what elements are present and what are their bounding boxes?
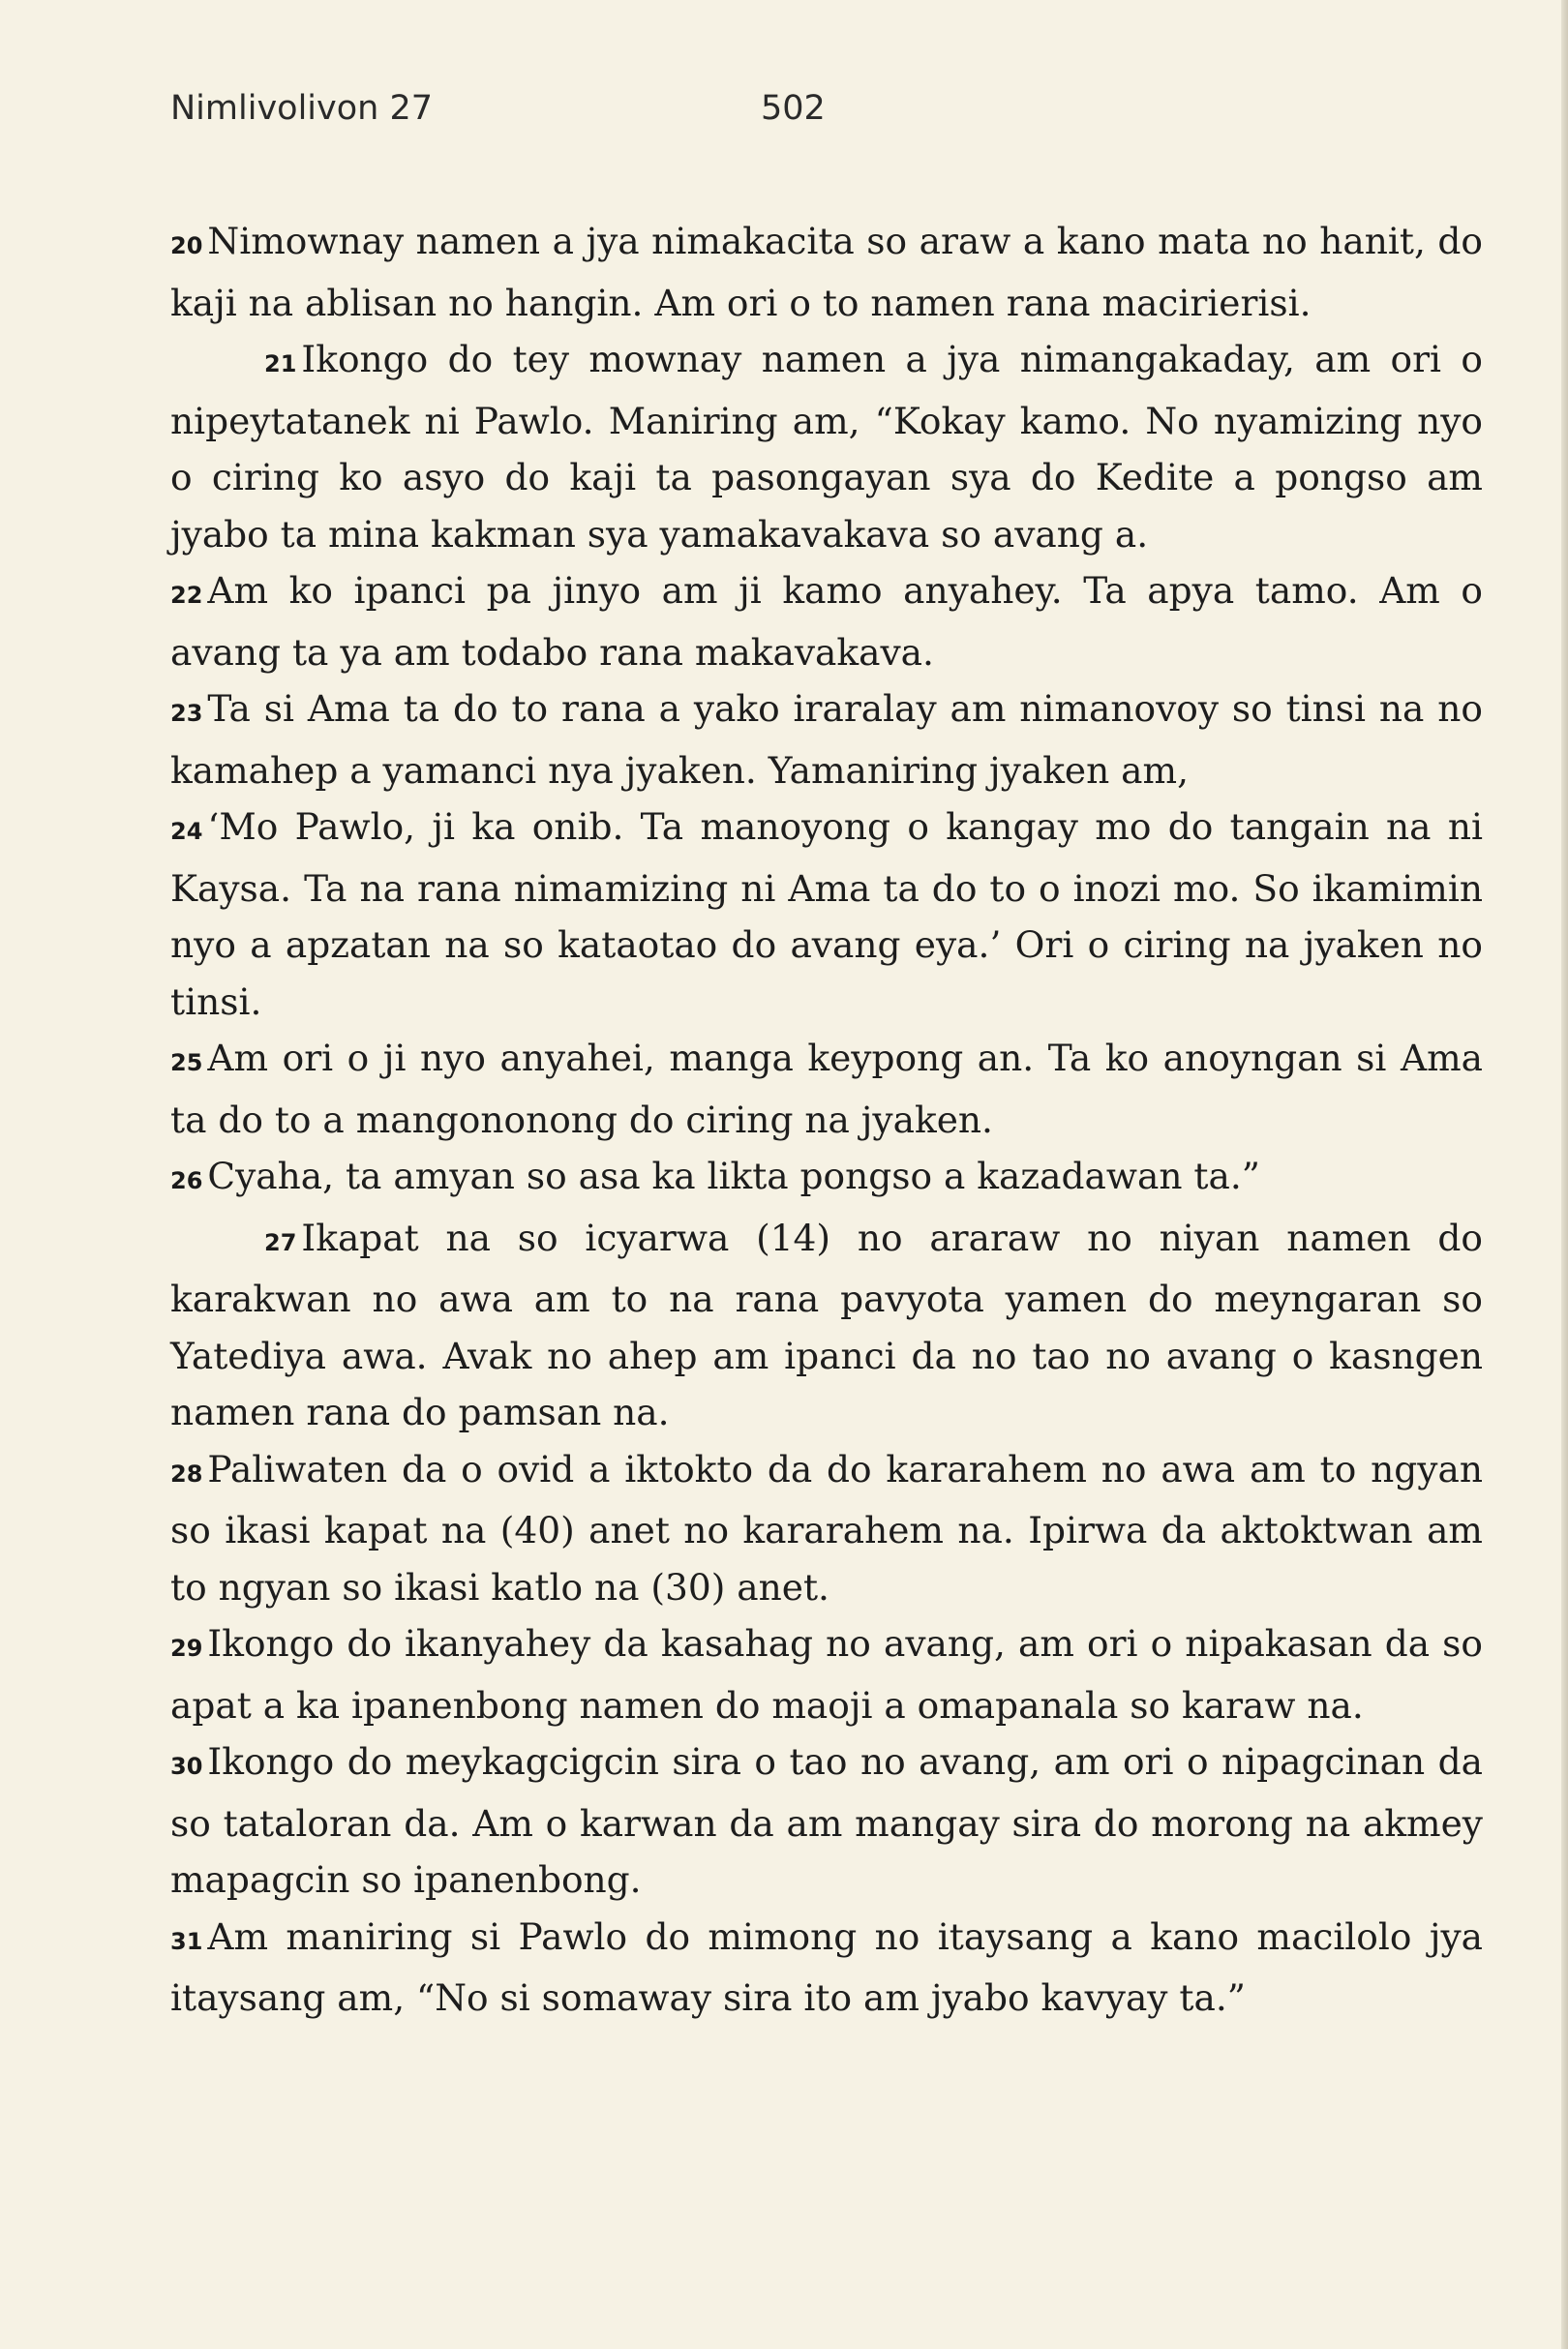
verse-text: Nimownay namen a jya nimakacita so araw a kano mata no hanit, do kaji na ablisan no hangin. Am ori o to namen rana macirierisi. (170, 220, 1483, 324)
verse-number: 25 (170, 1049, 203, 1076)
verse-text: Am maniring si Pawlo do mimong no itaysang a kano macilolo jya itaysang am, “No si somaway sira ito am jyabo kavyay ta.” (170, 1914, 1483, 2019)
verse-number: 31 (170, 1927, 203, 1955)
verse-30 (170, 1733, 1483, 1909)
verse-number: 26 (170, 1167, 203, 1194)
verse-text: Am ori o ji nyo anyahei, manga keypong an. Ta ko anoyngan si Ama ta do to a mangononong do ciring na jyaken. (170, 1037, 1483, 1141)
verse-number: 23 (170, 700, 203, 727)
verse-text: Ikongo do ikanyahey da kasahag no avang, am ori o nipakasan da so apat a ka ipanenbong namen do maoji a omapanala so karaw na. (170, 1622, 1483, 1727)
verse-27 (170, 1210, 1483, 1441)
verse-25 (170, 1030, 1483, 1148)
verse-text: Ikongo do tey mownay namen a jya nimangakaday, am ori o nipeytatanek ni Pawlo. Maniring am, “Kokay kamo. No nyamizing nyo o ciring ko asyo do kaji ta pasongayan sya do Kedite a pongso am jyabo ta mina kakman sya yamakavakava so avang a. (170, 338, 1483, 556)
verse-21 (170, 331, 1483, 562)
verse-number: 30 (170, 1753, 203, 1780)
verse-20 (170, 213, 1483, 331)
verse-26 (170, 1148, 1483, 1210)
verse-number: 22 (170, 582, 203, 609)
verse-23 (170, 680, 1483, 798)
verse-text: ‘Mo Pawlo, ji ka onib. Ta manoyong o kangay mo do tangain na ni Kaysa. Ta na rana nimamizing ni Ama ta do to o inozi mo. So ikamimin nyo a apzatan na so kataotao do avang eya.’ Ori o ciring na jyaken no tinsi. (170, 805, 1483, 1023)
verse-text: Am ko ipanci pa jinyo am ji kamo anyahey. Ta apya tamo. Am o avang ta ya am todabo rana makavakava. (170, 569, 1483, 674)
verse-text: Ikapat na so icyarwa (14) no araraw no niyan namen do karakwan no awa am to na rana pavyota yamen do meyngaran so Yatediya awa. Avak no ahep am ipanci da no tao no avang o kasngen namen rana do pamsan na. (170, 1216, 1483, 1433)
verse-number: 24 (170, 818, 203, 845)
verse-number: 21 (264, 350, 297, 377)
verse-31 (170, 1909, 1483, 2027)
text-column (170, 213, 1483, 2027)
verse-text: Ikongo do meykagcigcin sira o tao no avang, am ori o nipagcinan da so tataloran da. Am o karwan da am mangay sira do morong na akmey mapagcin so ipanenbong. (170, 1740, 1483, 1901)
verse-text: Paliwaten da o ovid a iktokto da do kararahem no awa am to ngyan so ikasi kapat na (40) anet no kararahem na. Ipirwa da aktoktwan am to ngyan so ikasi katlo na (30) anet. (170, 1447, 1483, 1609)
verse-number: 29 (170, 1635, 203, 1662)
verse-number: 27 (264, 1228, 297, 1256)
page-number: 502 (761, 89, 826, 128)
running-header (170, 89, 1429, 137)
verse-text: Ta si Ama ta do to rana a yako iraralay am nimanovoy so tinsi na no kamahep a yamanci nya jyaken. Yamaniring jyaken am, (170, 687, 1483, 792)
book-title: Nimlivolivon 27 (170, 89, 433, 128)
page-edge (1561, 0, 1568, 2349)
verse-text: Cyaha, ta amyan so asa ka likta pongso a kazadawan ta.” (207, 1155, 1260, 1197)
verse-28 (170, 1441, 1483, 1616)
verse-22 (170, 562, 1483, 680)
verse-24 (170, 798, 1483, 1030)
verse-29 (170, 1615, 1483, 1733)
verse-number: 20 (170, 232, 203, 259)
verse-number: 28 (170, 1460, 203, 1488)
